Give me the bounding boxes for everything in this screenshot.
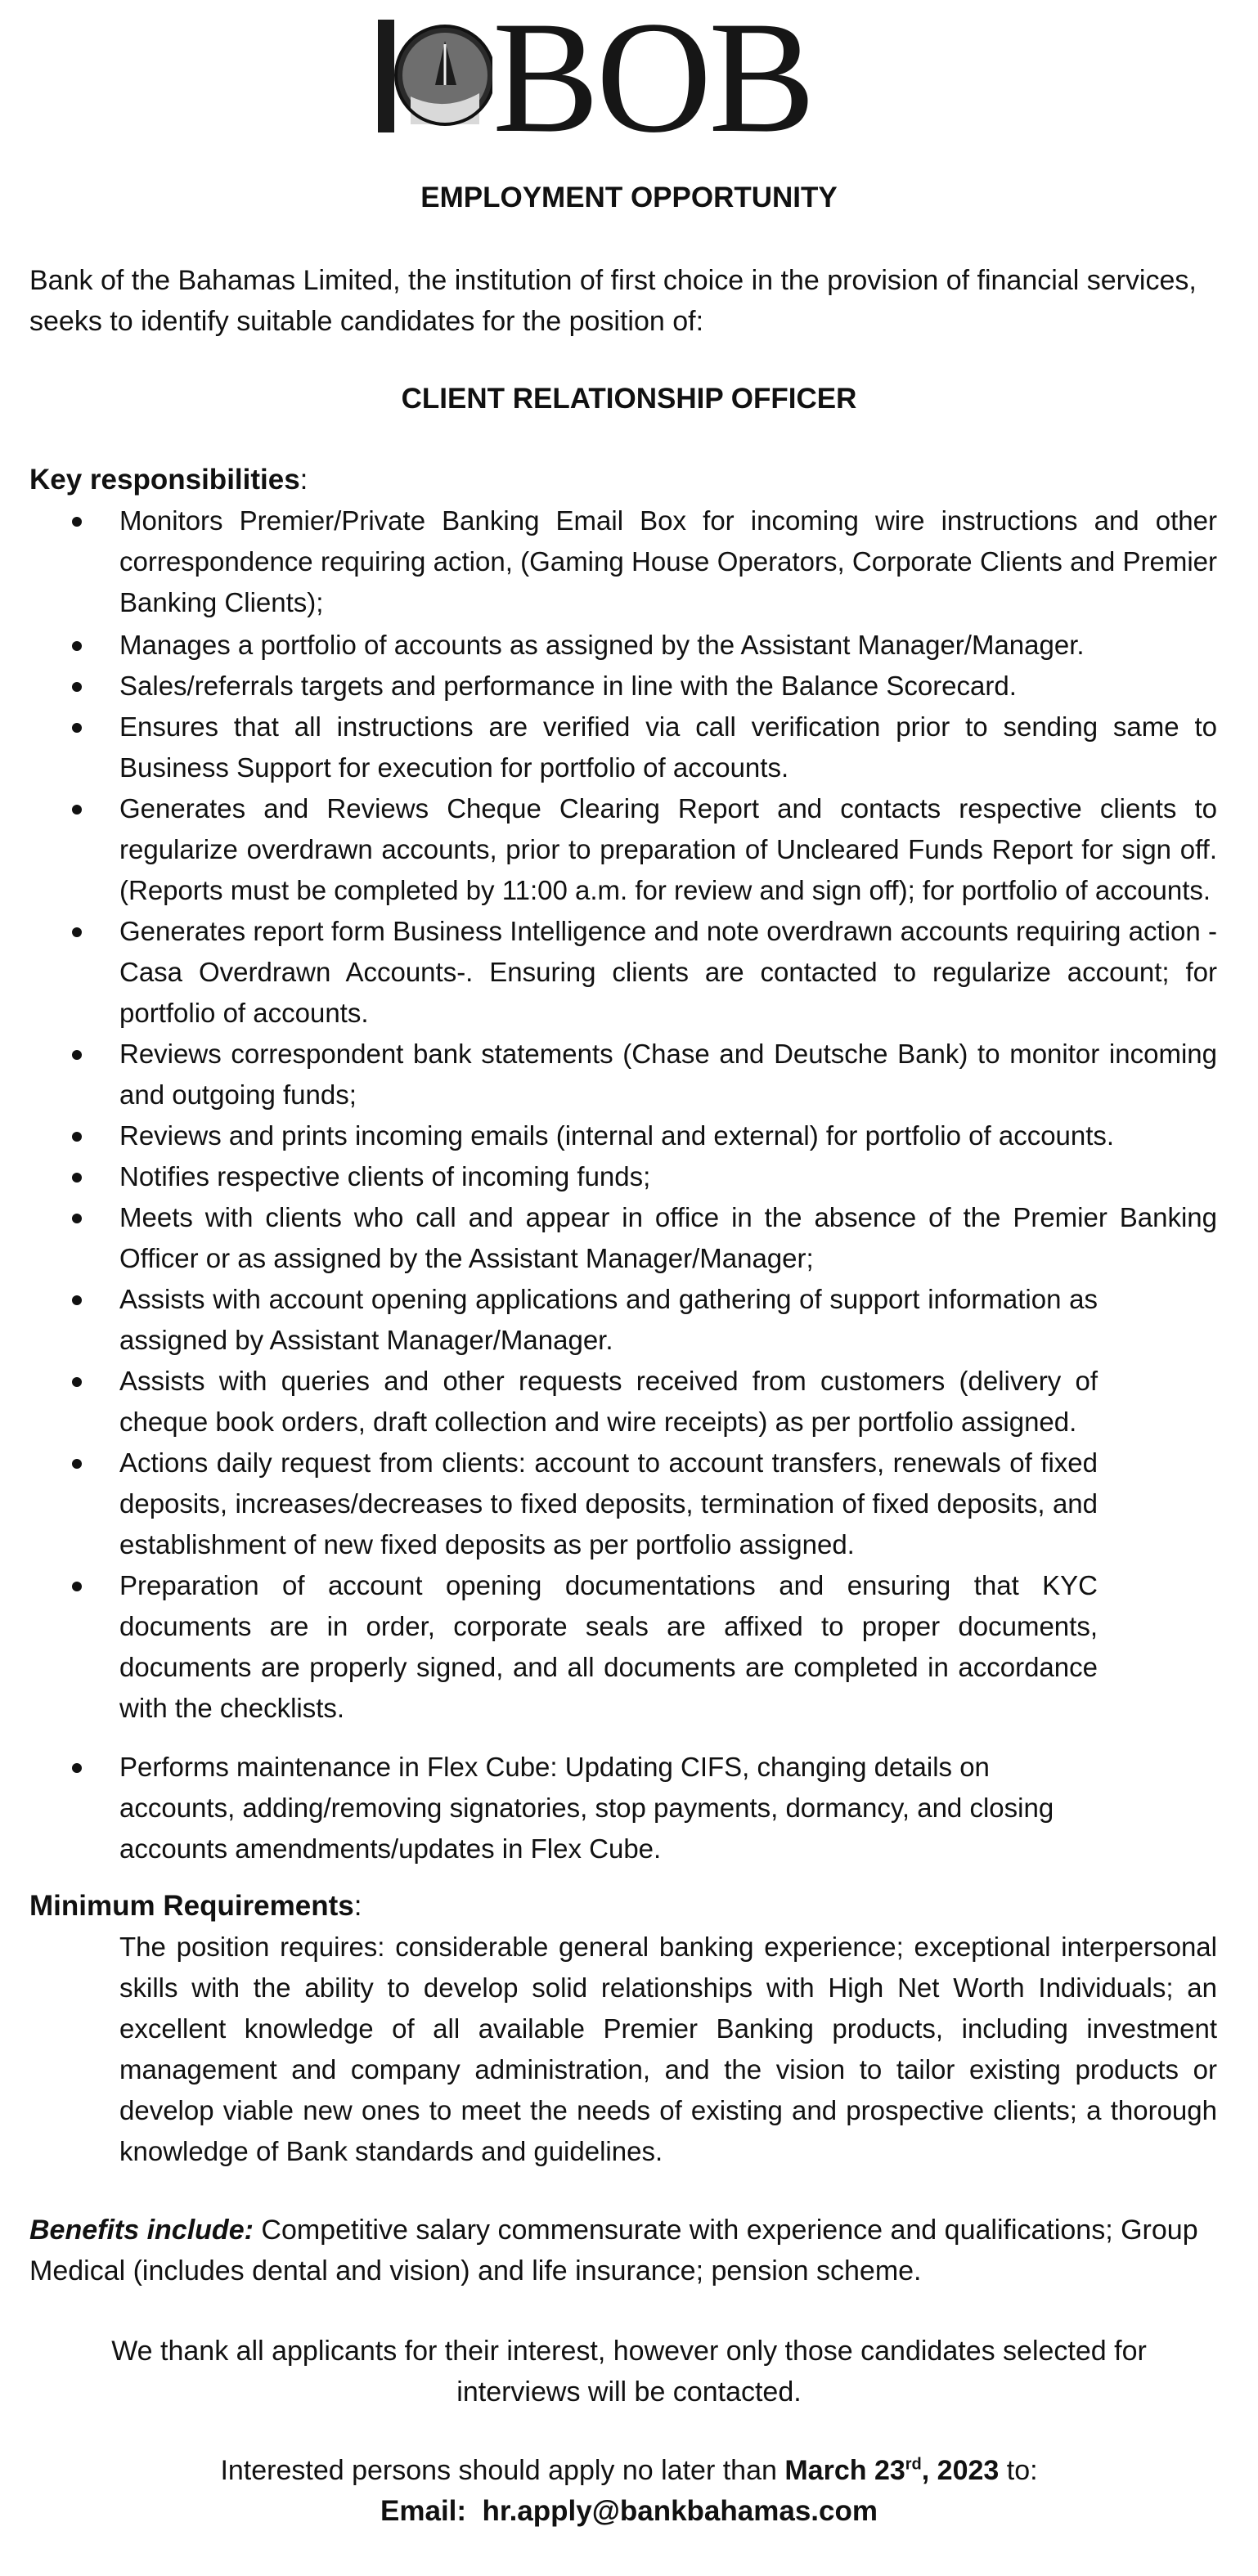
list-item: Assists with account opening applications and gathering of support information as assigned by Assistant Manager/Manager. (0, 1279, 1098, 1361)
benefits-paragraph (29, 2210, 1217, 2291)
list-item: Preparation of account opening documentations and ensuring that KYC documents are in order, corporate seals are affixed to proper documents, documents are properly signed, and all documents are completed in accordance with the checklists. (0, 1565, 1098, 1729)
email-line (0, 2491, 1258, 2532)
list-item: Assists with queries and other requests received from customers (delivery of cheque book orders, draft collection and wire receipts) as per portfolio assigned. (0, 1361, 1098, 1443)
bob-logo (378, 0, 869, 166)
responsibilities-heading (29, 460, 308, 500)
list-item: Reviews and prints incoming emails (internal and external) for portfolio of accounts. (0, 1115, 1217, 1156)
responsibilities-label: Key responsibilities (29, 464, 300, 496)
list-item: Manages a portfolio of accounts as assigned by the Assistant Manager/Manager. (0, 625, 1217, 666)
logo-wordmark: BOB (492, 0, 813, 166)
bullet-icon (72, 1173, 82, 1183)
requirements-heading (29, 1886, 362, 1927)
responsibilities-colon: : (299, 464, 308, 496)
requirements-paragraph: The position requires: considerable general banking experience; exceptional interpersonal skills with the ability to develop solid relationships with High Net Worth Individuals; an excellent knowledge of all available Premier Banking products, including investment management and company administration, and the vision to tailor existing products or develop viable new ones to meet the needs of existing and prospective clients; a thorough knowledge of Bank standards and guidelines. (119, 1932, 1217, 2166)
list-item: Ensures that all instructions are verified via call verification prior to sending same to Business Support for execution for portfolio of accounts. (0, 707, 1217, 788)
apply-prefix: Interested persons should apply no later than (220, 2455, 785, 2486)
page-title: EMPLOYMENT OPPORTUNITY (420, 182, 838, 213)
list-item: Actions daily request from clients: account to account transfers, renewals of fixed deposits, increases/decreases to fixed deposits, termination of fixed deposits, and establishment of new fixed deposits as per portfolio assigned. (0, 1443, 1098, 1565)
bullet-icon (72, 805, 82, 815)
bullet-icon (72, 927, 82, 937)
apply-deadline-suffix: rd (905, 2455, 922, 2474)
thanks-paragraph: We thank all applicants for their interest, however only those candidates selected for interviews will be contacted. (111, 2336, 1147, 2408)
list-item: Meets with clients who call and appear in office in the absence of the Premier Banking Officer or as assigned by the Assistant Manager/Manager; (0, 1197, 1217, 1279)
list-item: Generates report form Business Intelligence and note overdrawn accounts requiring action - Casa Overdrawn Accounts-. Ensuring clients are contacted to regularize account; for portfolio of accounts. (0, 911, 1217, 1034)
bullet-icon (72, 1050, 82, 1060)
bullet-icon (72, 517, 82, 527)
apply-deadline: March 23 (784, 2455, 905, 2486)
bank-seal-globe-icon (378, 15, 492, 137)
requirements-colon: : (353, 1890, 362, 1922)
intro-paragraph: Bank of the Bahamas Limited, the institution of first choice in the provision of financial services, seeks to identify suitable candidates for the position of: (29, 265, 1197, 337)
apply-suffix: to: (999, 2455, 1038, 2486)
benefits-text: Competitive salary commensurate with experience and qualifications; Group Medical (includes dental and vision) and life insurance; pension scheme. (29, 2215, 1198, 2287)
bullet-icon (72, 1763, 82, 1773)
bullet-icon (72, 1582, 82, 1591)
list-item: Monitors Premier/Private Banking Email Box for incoming wire instructions and other correspondence requiring action, (Gaming House Operators, Corporate Clients and Premier Banking Clients); (0, 500, 1217, 623)
list-item: Notifies respective clients of incoming funds; (0, 1156, 1217, 1197)
email-address[interactable]: hr.apply@bankbahamas.com (482, 2495, 878, 2527)
responsibilities-list (0, 500, 1217, 1869)
list-item: Sales/referrals targets and performance in line with the Balance Scorecard. (0, 666, 1217, 707)
list-item: Reviews correspondent bank statements (Chase and Deutsche Bank) to monitor incoming and outgoing funds; (0, 1034, 1217, 1115)
apply-line (0, 2450, 1258, 2491)
bullet-icon (72, 641, 82, 651)
bullet-icon (72, 723, 82, 733)
apply-deadline-year: , 2023 (921, 2455, 1000, 2486)
bullet-icon (72, 1377, 82, 1387)
requirements-label: Minimum Requirements (29, 1890, 354, 1922)
bullet-icon (72, 1132, 82, 1142)
bullet-icon (72, 1295, 82, 1305)
list-item: Generates and Reviews Cheque Clearing Report and contacts respective clients to regularize overdrawn accounts, prior to preparation of Uncleared Funds Report for sign off. (Reports must be completed by 11:00 a.m. for review and sign off); for portfolio of accounts. (0, 788, 1217, 911)
email-label: Email: (380, 2495, 467, 2527)
position-title: CLIENT RELATIONSHIP OFFICER (401, 383, 857, 415)
bullet-icon (72, 1214, 82, 1223)
bullet-icon (72, 1459, 82, 1469)
list-item: Performs maintenance in Flex Cube: Updating CIFS, changing details on accounts, adding/removing signatories, stop payments, dormancy, and closing accounts amendments/updates in Flex Cube. (0, 1747, 1098, 1869)
bullet-icon (72, 682, 82, 692)
benefits-label: Benefits include: (29, 2215, 254, 2246)
